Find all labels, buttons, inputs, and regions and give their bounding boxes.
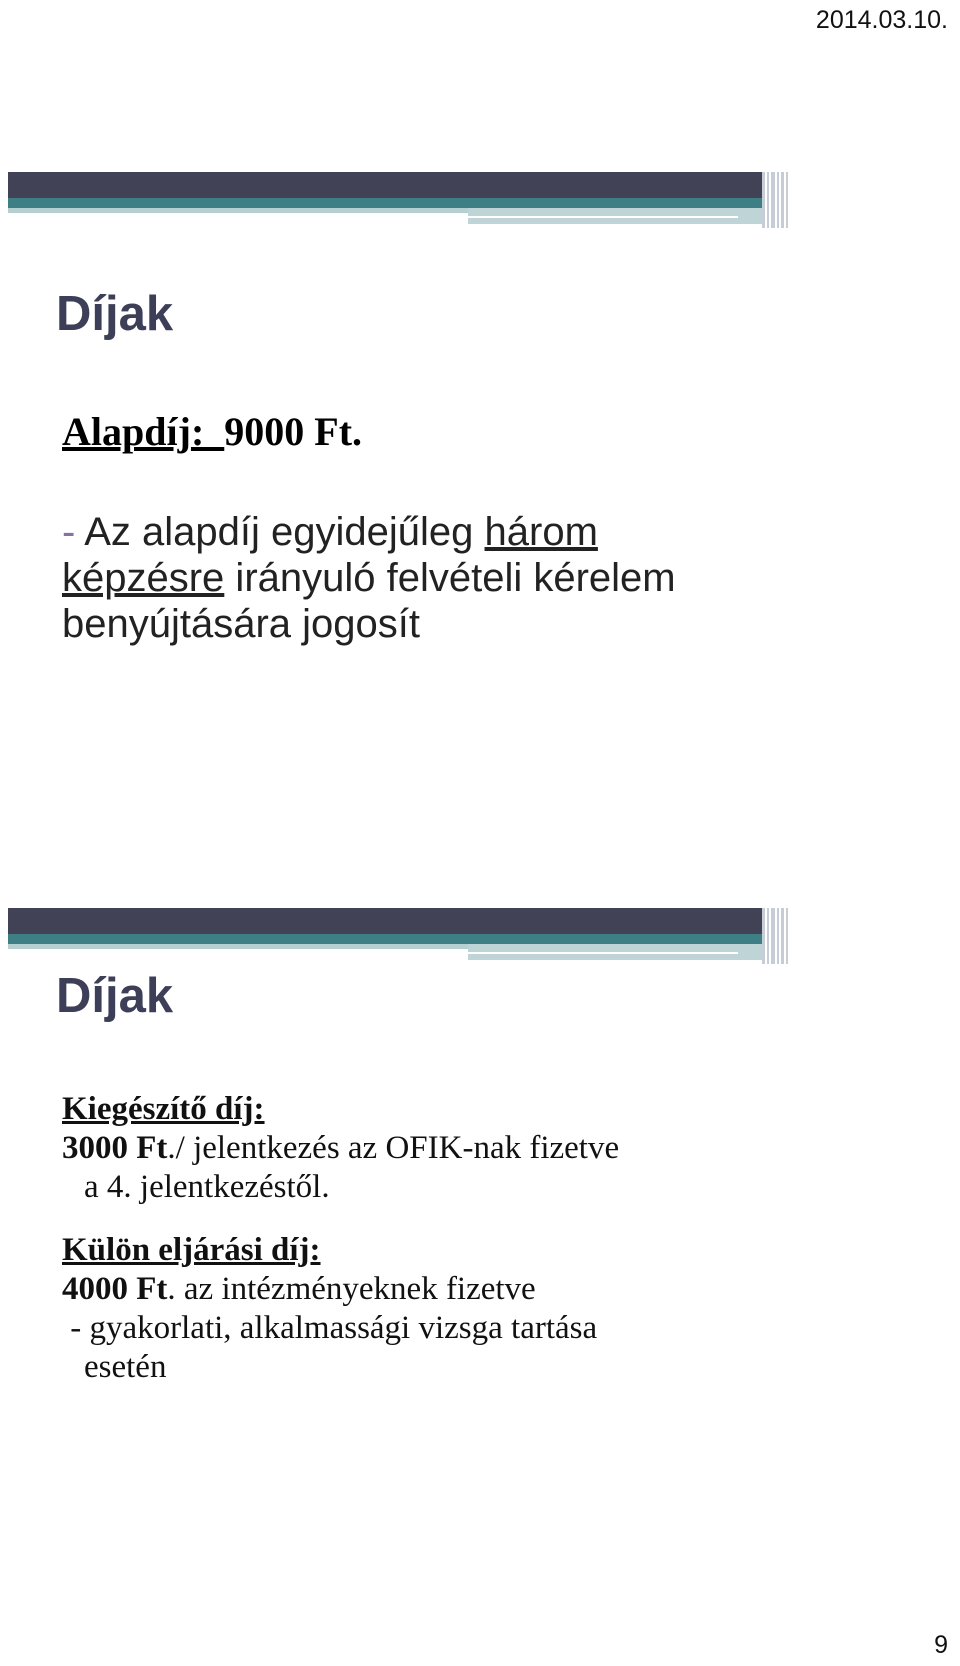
slide1-title: Díjak <box>56 287 174 341</box>
procedure-fee-amount: 4000 Ft <box>62 1271 168 1307</box>
procedure-fee-label: Külön eljárási díj: <box>62 1232 321 1268</box>
base-fee-description <box>62 509 762 647</box>
slide1-header-bar <box>8 172 788 228</box>
slide2-header-bar <box>8 908 788 964</box>
page-number: 9 <box>934 1631 948 1659</box>
desc-text-after: irányuló felvételi kérelem benyújtására jogosít <box>62 556 687 646</box>
supplementary-fee-label: Kiegészítő díj: <box>62 1091 265 1127</box>
base-fee-heading <box>62 408 762 455</box>
slide2-title: Díjak <box>56 969 174 1023</box>
desc-text-before: Az alapdíj egyidejűleg <box>84 510 485 554</box>
procedure-fee-text3: esetén <box>84 1349 167 1385</box>
base-fee-amount: 9000 Ft. <box>224 409 363 454</box>
procedure-fee-line <box>62 1270 619 1309</box>
supplementary-fee-text2: a 4. jelentkezéstől. <box>84 1169 330 1205</box>
date-label: 2014.03.10. <box>815 6 948 34</box>
dash-bullet: - <box>62 510 85 554</box>
base-fee-colon: : <box>190 409 225 454</box>
supplementary-fee-line <box>62 1129 619 1168</box>
supplementary-fee-text: ./ jelentkezés az OFIK-nak fizetve <box>167 1130 620 1166</box>
desc-underlined: három képzésre <box>62 510 598 600</box>
slide1-body <box>62 408 762 647</box>
slide2-body <box>62 1090 619 1387</box>
procedure-fee-text2: - gyakorlati, alkalmassági vizsga tartása <box>62 1310 598 1346</box>
supplementary-fee-amount: 3000 Ft <box>62 1130 168 1166</box>
base-fee-label: Alapdíj <box>62 409 191 454</box>
procedure-fee-text: . az intézményeknek fizetve <box>167 1271 536 1307</box>
